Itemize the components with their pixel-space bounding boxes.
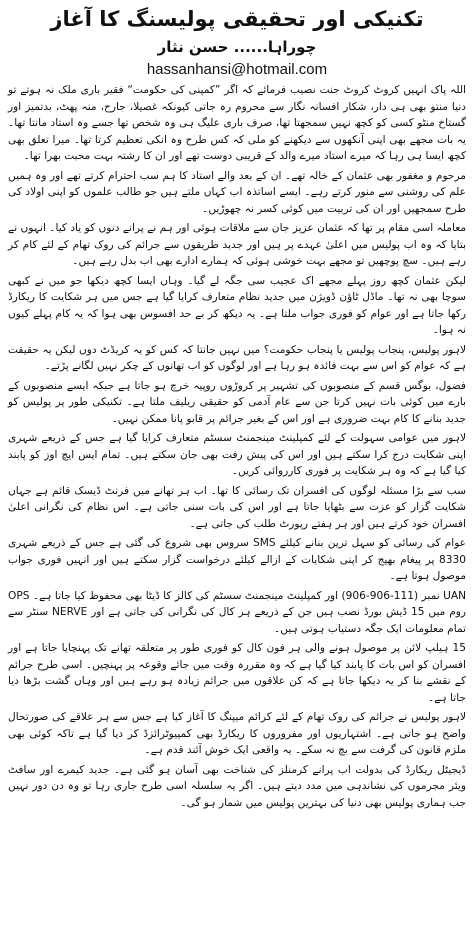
article-paragraph: معاملہ اسی مقام پر تھا کہ عثمان عزیز جان سے ملاقات ہوئی اور ہم نے پرانے دنوں کو یاد کیا۔ انہوں نے بتایا کہ وہ اب پولیس میں اعلیٰ عہدے پر ہیں اور جدید طریقوں سے جرائم کی روک تھام کے لئے کام کر رہے ہیں۔ سچ پوچھیں تو مجھے بہت خوشی ہوئی کہ ہمارے ادارے بھی اب بدل رہے ہیں۔ — [8, 222, 466, 267]
article-paragraph: UAN نمبر (111-906-906) اور کمپلینٹ مینجمنٹ سسٹم کی کالز کا ڈیٹا بھی محفوظ کیا جاتا ہے۔ OPS روم میں 15 ڈیش بورڈ نصب ہیں جن کے ذریعے ہر کال کی نگرانی کی جاتی ہے اور NERVE سنٹر سے تمام معلومات ایک جگہ دستیاب ہوتی ہیں۔ — [8, 589, 467, 635]
article-title: تکنیکی اور تحقیقی پولیسنگ کا آغاز — [50, 7, 424, 31]
article-paragraph: 15 ہیلپ لائن پر موصول ہونے والی ہر فون کال کو فوری طور پر متعلقہ تھانے تک پہنچایا جاتا ہے اور افسران کو اس بات کا پابند کیا گیا ہے کہ وہ مقررہ وقت میں جائے وقوعہ پر پہنچیں۔ اسی طرح جرائم کے نقشے بنا کر یہ دیکھا جاتا ہے کہ کن علاقوں میں جرائم زیادہ ہو رہے ہیں اور وہاں گشت بڑھا دیا جاتا ہے۔ — [8, 642, 466, 704]
article-paragraph: اللہ پاک انہیں کروٹ کروٹ جنت نصیب فرمائے کہ اگر ”کمپنی کی حکومت“ فقیر باری ملک نہ ہوتے تو دنیا منتو بھی ہی دار، شکار افسانہ نگار سے محروم رہ جاتی کیونکہ غصیلا، جارح، منہ پھٹ، بدتمیز اور گستاخ منٹو کسی کو کچھ نہیں سمجھتا تھا، صرف باری علیگ ہی وہ شخص تھا جسے وہ استاد مانتا تھا۔ یہ بات مجھے بھی اپنی آنکھوں سے دیکھنے کو ملی کہ کس طرح وہ انکی تعظیم کرتا تھا۔ میرا تعلق بھی کچھ ایسا ہی رہا کہ میرے استاد میرے والد کے قریبی دوست تھے اور ان کا رشتہ بہت محبت بھرا تھا۔ — [8, 84, 466, 162]
author-email: hassanhansi@hotmail.com — [146, 61, 328, 78]
article-paragraph: لیکن عثمان کچھ روز پہلے مجھے اک عجیب سی جگہ لے گیا۔ وہاں ایسا کچھ دیکھا جو میں نے کبھی سوچا بھی نہ تھا۔ ماڈل ٹاؤن ڈویژن میں جدید نظام متعارف کرایا گیا ہے جس میں ہر شکایت کا ریکارڈ رکھا جاتا ہے اور عوام کو فوری جواب ملتا ہے۔ یہ دیکھ کر بے حد افسوس بھی ہوا کہ یہ کام پہلے کیوں نہ ہوا۔ — [8, 274, 466, 336]
article-paragraph: لاہور میں عوامی سہولت کے لئے کمپلینٹ مینجمنٹ سسٹم متعارف کرایا گیا ہے جس کے ذریعے شہری اپنی شکایت درج کرا سکتے ہیں اور اس کی پیش رفت بھی جان سکتے ہیں۔ تمام ایس ایچ اوز کو پابند کیا گیا ہے کہ وہ ہر شکایت پر فوری کارروائی کریں۔ — [8, 432, 466, 477]
article-paragraph: عوام کی رسائی کو سہل ترین بنانے کیلئے SMS سروس بھی شروع کی گئی ہے جس کے ذریعے شہری 8330 پر پیغام بھیج کر اپنی شکایات کے ازالے کیلئے درخواست گزار سکتے ہیں اور انہیں فوری جواب موصول ہوتا ہے۔ — [8, 537, 467, 582]
article-paragraph: مرحوم و مغفور بھی عثمان کے خالہ تھے۔ ان کے بعد والے استاد کا ہم سب احترام کرتے تھے اور وہ ہمیں علم کی روشنی سے منور کرتے رہے۔ ایسے اساتذہ اب کہاں ملتے ہیں جو طالب علموں کو اپنی اولاد کی طرح سمجھیں اور ان کی تربیت میں کوئی کسر نہ چھوڑیں۔ — [8, 169, 466, 215]
article-byline: چوراہا...... حسن نثار — [157, 38, 317, 56]
article-body — [0, 82, 474, 914]
article-paragraph: سب سے بڑا مسئلہ لوگوں کی افسران تک رسائی کا تھا۔ اب ہر تھانے میں فرنٹ ڈیسک قائم ہے جہاں شکایت گزار کو عزت سے بٹھایا جاتا ہے اور اس کی بات سنی جاتی ہے۔ اس نظام کی نگرانی اعلیٰ افسران خود کرتے ہیں اور ہر ہفتے رپورٹ طلب کی جاتی ہے۔ — [8, 484, 466, 530]
article-paragraph: لاہور پولیس نے جرائم کی روک تھام کے لئے کرائم میپنگ کا آغاز کیا ہے جس سے ہر علاقے کی صورتحال واضح ہو جاتی ہے۔ اشتہاریوں اور مفروروں کا ریکارڈ بھی کمپیوٹرائزڈ کر دیا گیا ہے تاکہ کوئی بھی ملزم قانون کی گرفت سے بچ نہ سکے۔ یہ واقعی ایک خوش آئند قدم ہے۔ — [8, 711, 466, 756]
article-paragraph: ڈیجیٹل ریکارڈ کی بدولت اب پرانے کرمنلز کی شناخت بھی آسان ہو گئی ہے۔ جدید کیمرے اور سافٹ ویئر مجرموں کی نشاندہی میں مدد دیتے ہیں۔ اگر یہ سلسلہ اسی طرح جاری رہا تو وہ دن دور نہیں جب ہماری پولیس بھی دنیا کی بہترین پولیس میں شمار ہو گی۔ — [8, 763, 466, 809]
article-paragraph: فضول، بوگس قسم کے منصوبوں کی تشہیر پر کروڑوں روپیہ خرچ ہو جاتا ہے جبکہ ایسے منصوبوں کے بارے میں کوئی بات نہیں کرتا جن سے عام آدمی کو حقیقی ریلیف ملتا ہے۔ تکنیکی طور پر پولیس کو جدید بنانے کا کام بہت ضروری ہے اور اس کے بغیر جرائم پر قابو پانا ممکن نہیں۔ — [8, 379, 466, 425]
article-paragraph: لاہور پولیس، پنجاب پولیس یا پنجاب حکومت؟ میں نہیں جانتا کہ کس کو یہ کریڈٹ دوں لیکن یہ حقیقت ہے کہ عوام کو اس سے بہت فائدہ ہو رہا ہے اور لوگوں کو اب تھانوں کے چکر نہیں لگانے پڑتے۔ — [8, 343, 466, 372]
